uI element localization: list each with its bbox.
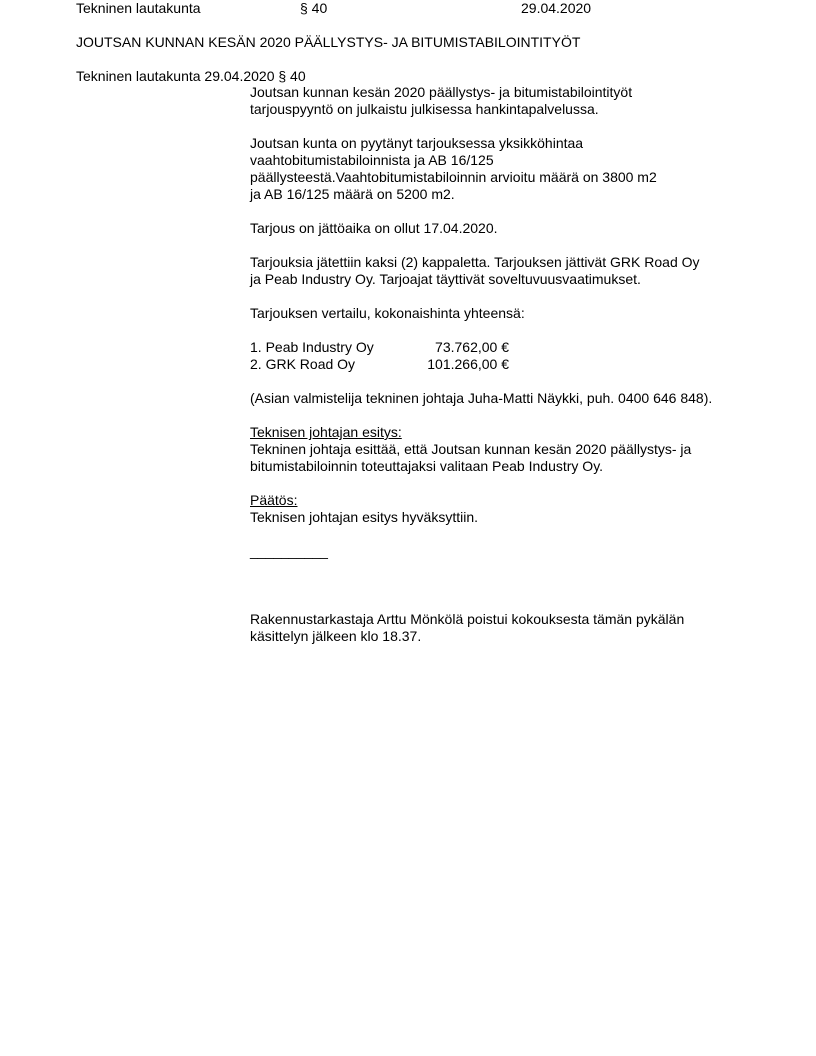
separator-line: __________ [250,543,328,559]
body-text [250,84,790,645]
paragraph-deadline: Tarjous on jättöaika on ollut 17.04.2020. [250,220,498,236]
bid-row [250,339,790,356]
bid-row [250,356,790,373]
decision-heading: Päätös: [250,492,298,508]
meeting-date: 29.04.2020 [521,0,592,16]
paragraph-intro-2: tarjouspyyntö on julkaistu julkisessa hankintapalvelussa. [250,101,599,117]
bidder-name: 1. Peab Industry Oy [250,339,374,355]
paragraph-request-2: vaahtobitumistabiloinnista ja AB 16/125 [250,152,494,168]
paragraph-request-3: päällysteestä.Vaahtobitumistabiloinnin arvioitu määrä on 3800 m2 [250,169,657,185]
bid-amount: 73.762,00 € [435,339,509,355]
reference-line: Tekninen lautakunta 29.04.2020 § 40 [76,68,306,84]
comparison-heading: Tarjouksen vertailu, kokonaishinta yhteensä: [250,305,525,321]
decision-text: Teknisen johtajan esitys hyväksyttiin. [250,509,478,525]
paragraph-bids-2: ja Peab Industry Oy. Tarjoajat täyttivät soveltuvuusvaatimukset. [250,271,641,287]
closing-note-2: käsittelyn jälkeen klo 18.37. [250,628,422,644]
bid-amount: 101.266,00 € [427,356,509,372]
closing-note-1: Rakennustarkastaja Arttu Mönkölä poistui kokouksesta tämän pykälän [250,611,685,627]
paragraph-intro-1: Joutsan kunnan kesän 2020 päällystys- ja bitumistabilointityöt [250,84,633,100]
proposal-heading: Teknisen johtajan esitys: [250,424,402,440]
paragraph-bids-1: Tarjouksia jätettiin kaksi (2) kappaletta. Tarjouksen jättivät GRK Road Oy [250,254,700,270]
section-number: § 40 [300,0,328,16]
proposal-text-2: bitumistabiloinnin toteuttajaksi valitaan Peab Industry Oy. [250,458,604,474]
document-title: JOUTSAN KUNNAN KESÄN 2020 PÄÄLLYSTYS- JA BITUMISTABILOINTITYÖT [76,34,581,50]
proposal-text-1: Tekninen johtaja esittää, että Joutsan kunnan kesän 2020 päällystys- ja [250,441,692,457]
paragraph-request-1: Joutsan kunta on pyytänyt tarjouksessa yksikköhintaa [250,135,584,151]
bidder-name: 2. GRK Road Oy [250,356,356,372]
preparer-note: (Asian valmistelija tekninen johtaja Juha-Matti Näykki, puh. 0400 646 848). [250,390,713,406]
board-name: Tekninen lautakunta [76,0,201,16]
paragraph-request-4: ja AB 16/125 määrä on 5200 m2. [250,186,455,202]
